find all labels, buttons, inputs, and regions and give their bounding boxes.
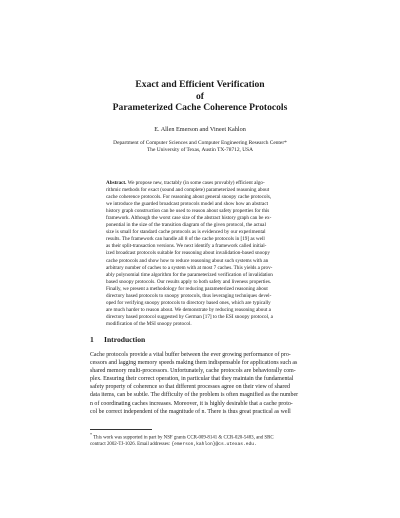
footnote-rule	[90, 429, 152, 430]
abstract-line: we introduce the guarded broadcast protocols model and show how an abstract	[106, 201, 269, 208]
section-heading	[90, 335, 145, 344]
affiliation-line: Department of Computer Sciences and Computer Engineering Research Center*	[113, 140, 287, 146]
intro-line: col be correct independent of the magnitude of n. There is thus great practical as well	[90, 408, 291, 415]
abstract-line: framework. Although the worst case size of the abstract history graph can be ex-	[106, 215, 272, 222]
footnote-line: contract 2002-TJ-1026. Email addresses: {emerson,kahlon}@cs.utexas.edu.	[90, 442, 257, 448]
intro-line: data items, can be subtle. The difficulty of the problem is often magnified as the number	[90, 392, 299, 399]
paper-authors: E. Allen Emerson and Vineet Kahlon	[154, 126, 246, 133]
footnote-line: * This work was supported in part by NSF grants CCR-009-8141 & CCR-020-5483, and SRC	[90, 432, 274, 441]
abstract-line: Abstract. We propose new, tractably (in some cases provably) efficient algo-	[106, 180, 265, 186]
paper-affiliation	[0, 140, 400, 154]
footnote-marker: *	[90, 432, 93, 437]
abstract-line: results. The framework can handle all 8 of the cache protocols in [19] as well	[106, 236, 265, 243]
paper-title	[0, 79, 400, 114]
abstract-label: Abstract.	[106, 180, 127, 186]
intro-paragraph	[90, 351, 316, 416]
abstract-line: directory based protocol suggested by German [17] to the ESI snoopy protocol, a	[106, 313, 273, 320]
abstract-line: size is small for standard cache protocols as is evidenced by our experimental	[106, 229, 266, 236]
abstract-line: as their split-transaction versions. We next identify a framework called initial-	[106, 243, 267, 250]
intro-line: safety property of coherence so that different processes agree on their view of shared	[90, 384, 290, 391]
abstract-line: modification of the MSI snoopy protocol.	[106, 320, 192, 327]
abstract-line: arbitrary number of caches to a system with at most 7 caches. This yields a prov-	[106, 264, 273, 271]
abstract-line: history graph construction can be used to reason about safety properties for this	[106, 208, 270, 215]
abstract-line: rithmic methods for exact (sound and complete) parameterized reasoning about	[106, 187, 270, 194]
intro-line: n of coordinating caches increases. Moreover, it is highly desirable that a cache proto-	[90, 400, 293, 407]
abstract-line: Finally, we present a methodology for reducing parameterized reasoning about	[106, 285, 268, 292]
abstract-line: ized broadcast protocols suitable for reasoning about invalidation-based snoopy	[106, 250, 270, 257]
abstract-line: directory based protocols to snoopy protocols, thus leveraging techniques devel-	[106, 292, 272, 299]
title-line: Parameterized Cache Coherence Protocols	[112, 102, 288, 113]
section-title: Introduction	[104, 335, 146, 344]
email-addresses: {emerson,kahlon}@cs.utexas.edu.	[171, 442, 257, 448]
title-line: Exact and Efficient Verification	[135, 79, 265, 90]
abstract-line: ponential in the size of the transition diagram of the given protocol, the actual	[106, 222, 266, 229]
footnote	[90, 432, 316, 449]
abstract-line: cache protocols and show how to reduce reasoning about such systems with an	[106, 257, 269, 264]
abstract-line: are much harder to reason about. We demonstrate by reducing reasoning about a	[106, 306, 271, 313]
intro-line: cessors and lagging memory speeds making them indispensable for applications such as	[90, 360, 298, 367]
abstract-line: ably polynomial time algorithm for the parameterized verification of invalidation	[106, 271, 273, 278]
abstract-line: based snoopy protocols. Our results apply to both safety and liveness properties.	[106, 278, 272, 285]
intro-line: shared memory multi-processors. Unfortunately, cache protocols are behaviorally com-	[90, 368, 296, 375]
abstract-line: cache coherence protocols. For reasoning about general snoopy cache protocols,	[106, 194, 272, 201]
affiliation-line: The University of Texas, Austin TX-78712, USA	[146, 147, 254, 153]
title-line: of	[196, 90, 204, 102]
section-number: 1	[90, 335, 94, 344]
abstract	[106, 180, 304, 328]
intro-line: plex. Ensuring their correct operation, in particular that they maintain the fundamental	[90, 376, 294, 383]
intro-line: Cache protocols provide a vital buffer between the ever growing performance of pro-	[90, 352, 291, 358]
abstract-line: oped for verifying snoopy protocols to directory based ones, which are typically	[106, 299, 271, 306]
